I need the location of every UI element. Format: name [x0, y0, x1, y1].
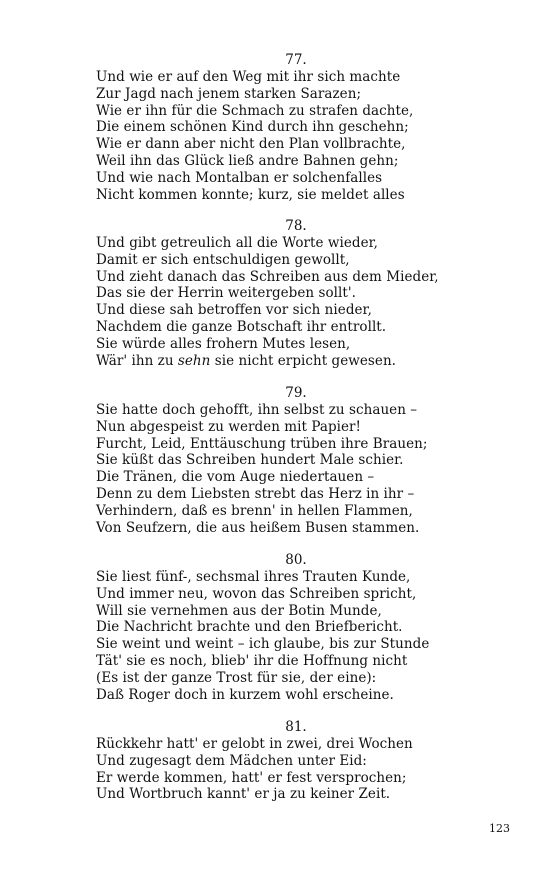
verse-line: Weil ihn das Glück ließ andre Bahnen gehn;: [96, 152, 399, 169]
stanza-81: [96, 719, 496, 803]
verse-line: Und zugesagt dem Mädchen unter Eid:: [96, 752, 367, 769]
verse-line: Verhindern, daß es brenn' in hellen Flammen,: [96, 502, 413, 519]
verse-line: Sie weint und weint – ich glaube, bis zur Stunde: [96, 636, 430, 653]
verse-line: Tät' sie es noch, blieb' ihr die Hoffnung nicht: [96, 652, 408, 669]
verse-line: Nicht kommen konnte; kurz, sie meldet alles: [96, 186, 405, 203]
verse-line: Und zieht danach das Schreiben aus dem Mieder,: [96, 268, 439, 285]
verse-line: Und gibt getreulich all die Worte wieder,: [96, 235, 378, 251]
verse-line: Wär' ihn zu sehn sie nicht erpicht gewesen.: [96, 352, 397, 369]
verse-line: Wie er ihn für die Schmach zu strafen dachte,: [96, 102, 414, 119]
verse-line: Nun abgespeist zu werden mit Papier!: [96, 418, 362, 435]
verse-line: Das sie der Herrin weitergeben sollt'.: [96, 285, 356, 302]
stanza-80: [96, 552, 496, 703]
verse-line: Die Tränen, die vom Auge niedertauen –: [96, 469, 375, 486]
stanza-number: 80.: [285, 552, 307, 568]
verse-line: Und wie nach Montalban er solchenfalles: [96, 169, 383, 186]
stanza-79: [96, 385, 496, 536]
stanza-number: 78.: [285, 218, 307, 234]
verse-line: Die Nachricht brachte und den Briefbericht.: [96, 619, 403, 636]
verse-line: Will sie vernehmen aus der Botin Munde,: [96, 602, 382, 619]
verse-line: Und Wortbruch kannt' er ja zu keiner Zeit.: [96, 786, 391, 803]
verse-line: Und immer neu, wovon das Schreiben spricht,: [96, 585, 417, 602]
verse-line: Die einem schönen Kind durch ihn geschehn;: [96, 119, 409, 136]
verse-line: Zur Jagd nach jenem starken Sarazen;: [96, 85, 362, 102]
stanza-77: [96, 52, 496, 203]
verse-line: Und diese sah betroffen vor sich nieder,: [96, 302, 372, 319]
stanza-number: 77.: [285, 52, 307, 68]
verse-line: Denn zu dem Liebsten strebt das Herz in ihr –: [96, 485, 415, 502]
verse-line: Daß Roger doch in kurzem wohl erscheine.: [96, 686, 394, 703]
stanza-78: [96, 218, 496, 369]
verse-line: (Es ist der ganze Trost für sie, der eine):: [96, 669, 377, 686]
emphasized-word: sehn: [177, 352, 211, 369]
stanza-number: 81.: [285, 719, 307, 735]
verse-line: Rückkehr hatt' er gelobt in zwei, drei Wochen: [96, 736, 413, 752]
verse-line: Wie er dann aber nicht den Plan vollbrachte,: [96, 136, 406, 153]
stanza-number: 79.: [285, 385, 307, 401]
verse-line: Sie küßt das Schreiben hundert Male schier.: [96, 452, 404, 469]
verse-line: Von Seufzern, die aus heißem Busen stammen.: [96, 519, 420, 536]
verse-line: Er werde kommen, hatt' er fest versprochen;: [96, 769, 407, 786]
verse-line: Sie liest fünf-, sechsmal ihres Trauten Kunde,: [96, 569, 411, 585]
verse-line: Furcht, Leid, Enttäuschung trüben ihre Brauen;: [96, 435, 428, 452]
verse-line: Damit er sich entschuldigen gewollt,: [96, 251, 350, 268]
verse-line: Und wie er auf den Weg mit ihr sich machte: [96, 69, 401, 85]
verse-line: Sie hatte doch gehofft, ihn selbst zu schauen –: [96, 402, 418, 418]
verse-line: Nachdem die ganze Botschaft ihr entrollt.: [96, 318, 387, 335]
page-number: 123: [489, 822, 510, 835]
verse-line: Sie würde alles frohern Mutes lesen,: [96, 335, 351, 352]
